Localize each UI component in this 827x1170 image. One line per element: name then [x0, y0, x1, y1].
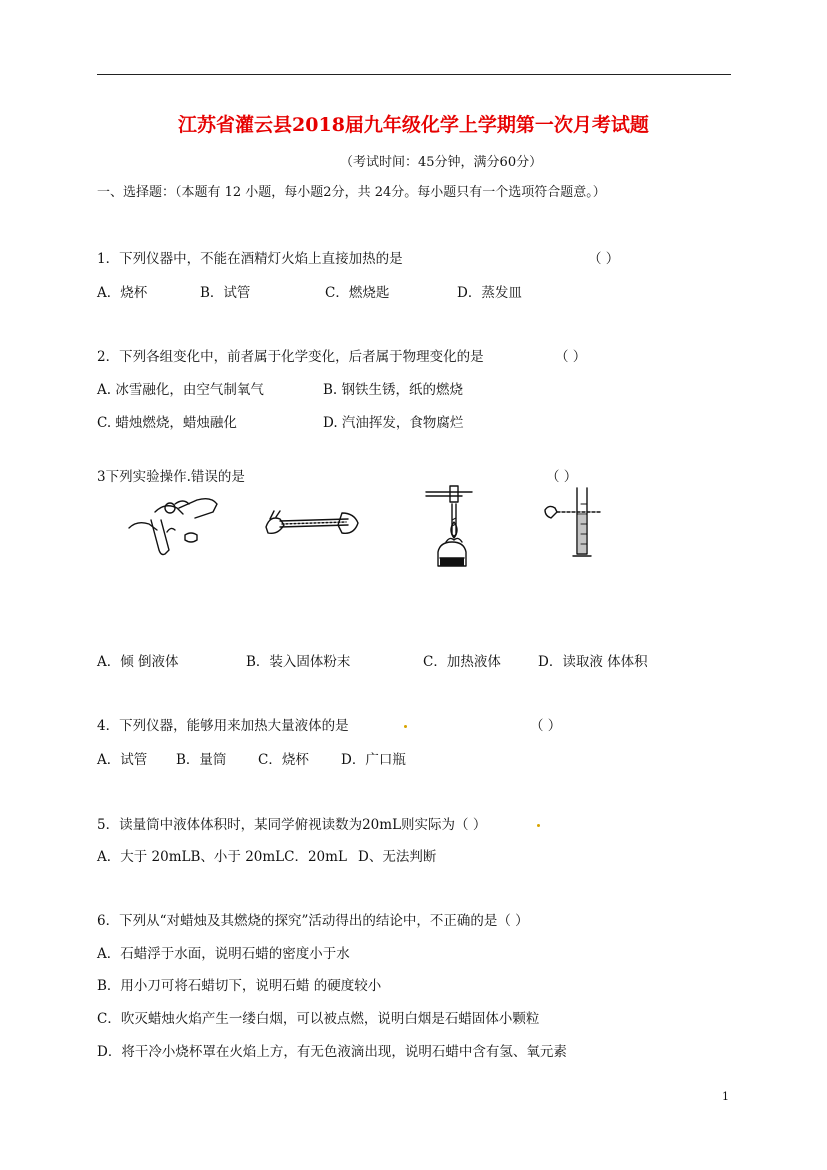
question-3-option-b: B．装入固体粉末: [246, 654, 351, 670]
section-heading: 一、选择题：（本题有 12 小题，每小题2分，共 24分。每小题只有一个选项符合题意。）: [97, 185, 606, 200]
stray-dot-mark: [404, 725, 407, 728]
question-6-option-c: C．吹灭蜡烛火焰产生一缕白烟，可以被点燃，说明白烟是石蜡固体小颗粒: [97, 1011, 540, 1027]
question-1-option-a: A．烧杯: [97, 285, 148, 301]
question-6-stem: 6．下列从“对蜡烛及其燃烧的探究”活动得出的结论中，不正确的是（ ）: [97, 913, 529, 929]
stray-dot-mark-2: [537, 824, 540, 827]
question-4-option-c: C．烧杯: [258, 752, 309, 768]
question-2-option-c: C. 蜡烛燃烧，蜡烛融化: [97, 415, 237, 431]
question-3-option-a: A．倾 倒液体: [97, 654, 179, 670]
exam-info: （考试时间：45分钟，满分60分）: [340, 155, 543, 170]
heat-liquid-figure: [422, 482, 482, 574]
question-6-option-b: B．用小刀可将石蜡切下，说明石蜡 的硬度较小: [97, 978, 382, 994]
page-number: 1: [722, 1090, 729, 1103]
question-5-stem: 5．读量筒中液体体积时，某同学俯视读数为20mL则实际为（ ）: [97, 817, 487, 833]
question-4-option-a: A．试管: [97, 752, 148, 768]
question-1-answer-blank: （ ）: [588, 251, 620, 267]
question-4-stem: 4．下列仪器，能够用来加热大量液体的是: [97, 718, 349, 734]
question-6-option-d: D．将干冷小烧杯罩在火焰上方，有无色液滴出现，说明石蜡中含有氢、氧元素: [97, 1044, 567, 1060]
question-2-answer-blank: （ ）: [555, 349, 587, 365]
question-1-option-c: C．燃烧匙: [325, 285, 390, 301]
question-2-option-a: A. 冰雪融化，由空气制氧气: [97, 382, 264, 398]
document-title: 江苏省灌云县2018届九年级化学上学期第一次月考试题: [178, 114, 649, 136]
question-2-option-b: B. 钢铁生锈，纸的燃烧: [323, 382, 464, 398]
question-1-stem: 1．下列仪器中，不能在酒精灯火焰上直接加热的是: [97, 251, 403, 267]
question-2-stem: 2．下列各组变化中，前者属于化学变化，后者属于物理变化的是: [97, 349, 484, 365]
question-5-option-d: D、无法判断: [358, 849, 437, 865]
question-4-answer-blank: （ ）: [530, 718, 562, 734]
question-5-option-abc: A．大于 20mLB、小于 20mLC．20mL: [97, 849, 347, 865]
question-3-answer-blank: （ ）: [546, 469, 578, 485]
question-3-option-d: D．读取液 体体积: [538, 654, 648, 670]
question-4-option-d: D．广口瓶: [341, 752, 406, 768]
question-2-option-d: D. 汽油挥发，食物腐烂: [323, 415, 464, 431]
load-powder-figure: [262, 505, 362, 545]
read-cylinder-figure: [543, 484, 609, 560]
header-rule: [97, 74, 731, 75]
question-4-option-b: B．量筒: [176, 752, 227, 768]
question-1-option-d: D．蒸发皿: [457, 285, 522, 301]
pour-liquid-figure: [125, 490, 230, 560]
question-3-option-c: C．加热液体: [423, 654, 501, 670]
question-1-option-b: B．试管: [200, 285, 251, 301]
question-6-option-a: A．石蜡浮于水面，说明石蜡的密度小于水: [97, 946, 350, 962]
question-3-stem: 3下列实验操作.错误的是: [97, 469, 245, 485]
